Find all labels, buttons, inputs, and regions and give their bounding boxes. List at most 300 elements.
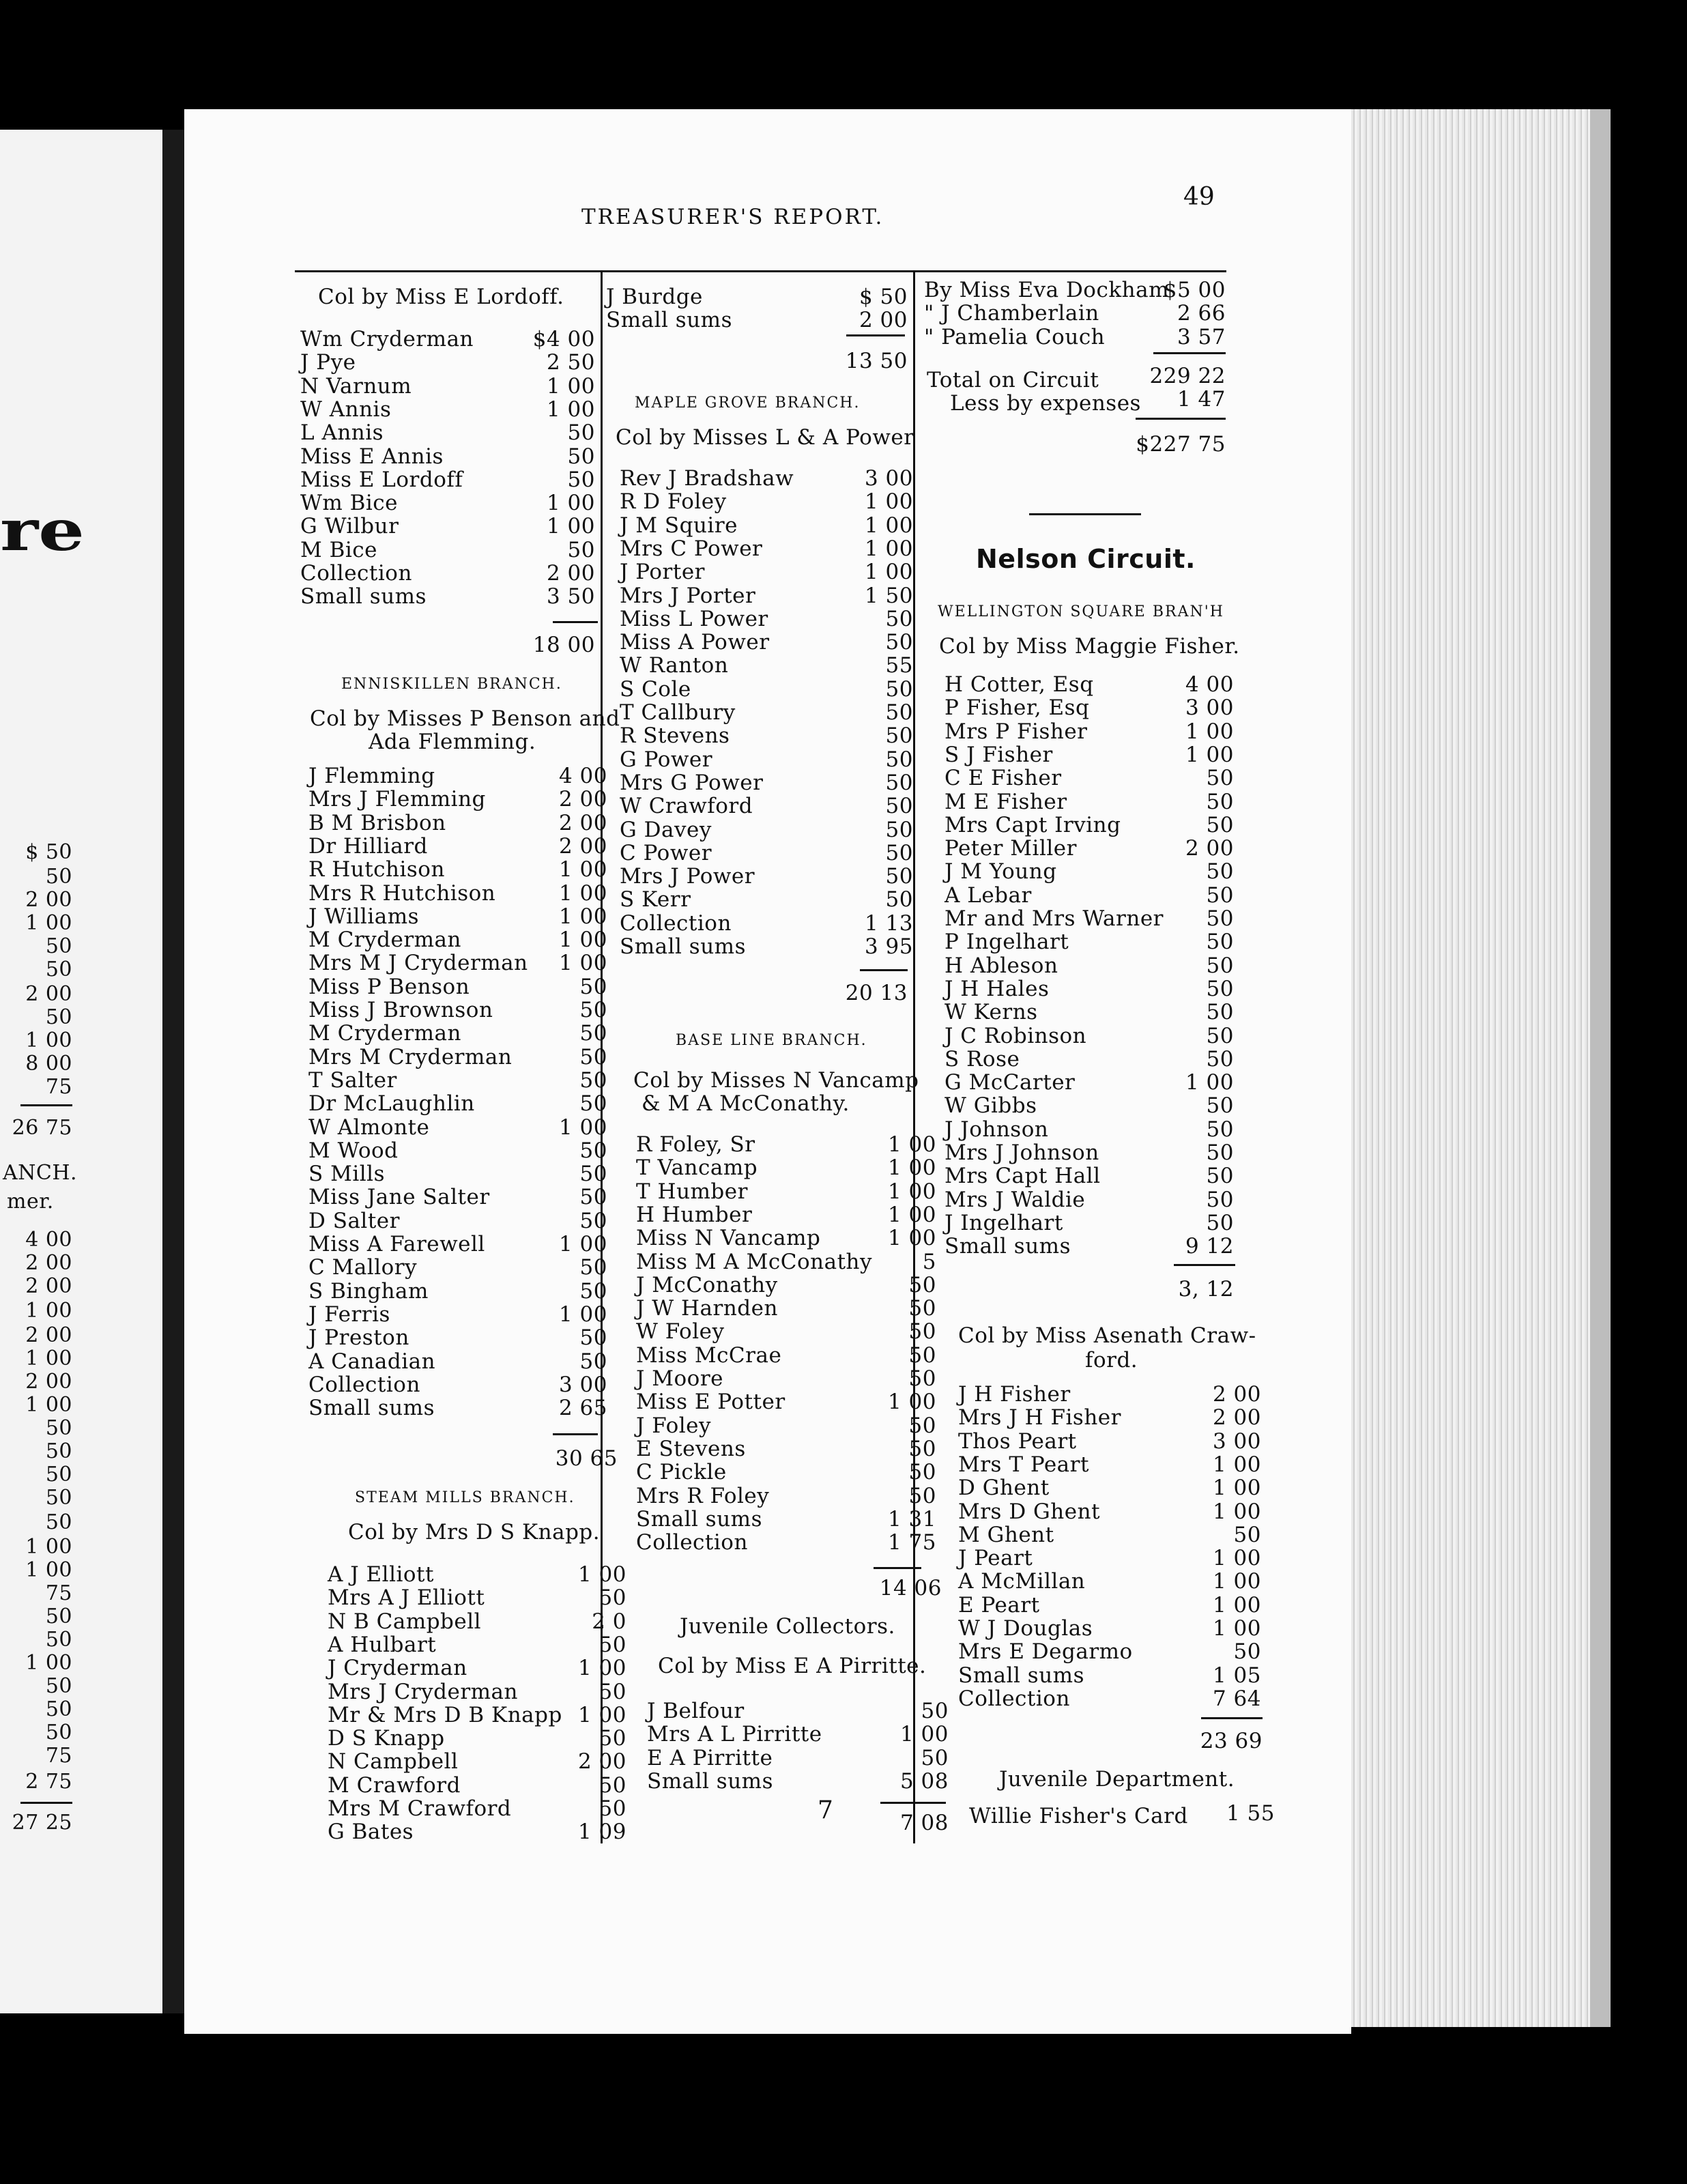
left-page-amount: 1 00 bbox=[25, 1029, 72, 1052]
donor-amount: $ 50 bbox=[859, 285, 908, 309]
donor-name: M Bice bbox=[300, 537, 377, 562]
donor-amount: 50 bbox=[579, 1162, 607, 1187]
subtotal: 18 00 bbox=[532, 633, 595, 657]
donor-name: Miss L Power bbox=[620, 606, 768, 631]
donor-amount: 1 00 bbox=[546, 491, 595, 516]
collector-line: Col by Miss Asenath Craw- bbox=[958, 1323, 1256, 1348]
subtotal: 30 65 bbox=[555, 1446, 618, 1471]
total-label: Total on Circuit bbox=[927, 368, 1099, 392]
donor-name: Mr & Mrs D B Knapp bbox=[328, 1702, 562, 1727]
donor-name: Collection bbox=[636, 1530, 748, 1555]
donor-amount: 1 00 bbox=[577, 1702, 626, 1727]
donor-name: C Power bbox=[620, 840, 712, 865]
donor-name: E Peart bbox=[958, 1592, 1040, 1618]
donor-name: J Ingelhart bbox=[945, 1210, 1063, 1235]
donor-amount: 50 bbox=[579, 1044, 607, 1069]
donor-name: J Cryderman bbox=[328, 1656, 467, 1681]
left-page-amount: 50 bbox=[45, 1674, 72, 1698]
subtotal: 3, 12 bbox=[1178, 1277, 1234, 1302]
book-gutter bbox=[162, 130, 184, 2013]
donor-amount: 55 bbox=[885, 653, 913, 678]
donor-name: H Cotter, Esq bbox=[945, 672, 1094, 697]
subtotal-rule bbox=[1153, 352, 1226, 354]
donor-amount: 50 bbox=[1206, 1210, 1234, 1235]
donor-name: Mrs M Cryderman bbox=[308, 1044, 513, 1069]
donor-name: Miss N Vancamp bbox=[636, 1226, 821, 1251]
donor-amount: 50 bbox=[579, 974, 607, 999]
donor-name: W Ranton bbox=[620, 653, 729, 678]
donor-name: P Ingelhart bbox=[945, 930, 1069, 955]
donor-amount: 50 bbox=[599, 1679, 626, 1704]
donor-name: A J Elliott bbox=[328, 1562, 434, 1587]
donor-name: By Miss Eva Dockham bbox=[924, 278, 1169, 302]
subtotal-rule bbox=[846, 334, 905, 336]
donor-name: A Lebar bbox=[945, 882, 1032, 908]
donor-amount: 50 bbox=[1206, 976, 1234, 1001]
left-page-amount: 8 00 bbox=[25, 1052, 72, 1076]
donor-amount: 2 66 bbox=[1177, 301, 1226, 326]
donor-amount: 1 00 bbox=[887, 1390, 936, 1415]
page-edge-shadow bbox=[1590, 109, 1611, 2027]
donor-name: J Williams bbox=[308, 904, 420, 929]
donor-amount: 50 bbox=[908, 1296, 936, 1321]
branch-heading: WELLINGTON SQUARE BRAN'H bbox=[938, 603, 1224, 620]
subtotal: 23 69 bbox=[1200, 1729, 1263, 1753]
left-page-amount: 1 00 bbox=[25, 1347, 72, 1370]
donor-amount: 1 05 bbox=[1212, 1663, 1261, 1688]
donor-amount: 50 bbox=[908, 1319, 936, 1345]
donor-name: Mrs R Hutchison bbox=[308, 880, 496, 906]
donor-name: W Crawford bbox=[620, 794, 753, 819]
donor-name: M Cryderman bbox=[308, 928, 461, 953]
left-page-amount: 1 00 bbox=[25, 1651, 72, 1675]
donor-amount: 50 bbox=[1206, 1164, 1234, 1189]
donor-name: S Kerr bbox=[620, 887, 691, 913]
donor-amount: 1 00 bbox=[1212, 1592, 1261, 1618]
donor-amount: 50 bbox=[1206, 1000, 1234, 1025]
donor-amount: 1 00 bbox=[558, 1302, 607, 1327]
donor-amount: 50 bbox=[579, 1255, 607, 1280]
donor-amount: 1 00 bbox=[577, 1562, 626, 1587]
donor-name: Miss A Power bbox=[620, 630, 770, 655]
donor-amount: 1 13 bbox=[864, 910, 913, 936]
donor-amount: 50 bbox=[885, 630, 913, 655]
donor-name: M Crawford bbox=[328, 1772, 461, 1798]
donor-name: Mrs P Fisher bbox=[945, 719, 1088, 744]
donor-amount: 50 bbox=[921, 1745, 949, 1770]
donor-amount: 2 00 bbox=[1185, 836, 1234, 861]
donor-name: Small sums bbox=[647, 1768, 773, 1794]
donor-name: T Salter bbox=[308, 1067, 397, 1093]
donor-name: C E Fisher bbox=[945, 766, 1062, 791]
left-page-amount: 1 00 bbox=[25, 911, 72, 935]
subtotal: 14 06 bbox=[879, 1576, 942, 1600]
donor-name: Wm Bice bbox=[300, 491, 399, 516]
left-page-amount: 2 00 bbox=[25, 1370, 72, 1394]
left-page-amount: $ 50 bbox=[25, 840, 72, 864]
donor-amount: 5 08 bbox=[899, 1768, 949, 1794]
donor-name: E A Pirritte bbox=[647, 1745, 773, 1770]
left-page-amount: 75 bbox=[45, 1075, 72, 1099]
donor-amount: 50 bbox=[599, 1772, 626, 1798]
donor-name: Wm Cryderman bbox=[300, 327, 474, 351]
branch-heading: ENNISKILLEN BRANCH. bbox=[341, 676, 562, 693]
donor-amount: 2 00 bbox=[558, 787, 607, 812]
donor-name: Mrs A L Pirritte bbox=[647, 1722, 822, 1747]
donor-amount: 50 bbox=[599, 1632, 626, 1657]
blackletter-fragment: re bbox=[0, 498, 85, 564]
donor-name: Thos Peart bbox=[958, 1428, 1077, 1454]
donor-name: S Mills bbox=[308, 1162, 385, 1187]
left-page-amount: 50 bbox=[45, 1416, 72, 1440]
expenses-value: 1 47 bbox=[1177, 387, 1226, 412]
donor-amount: 50 bbox=[599, 1585, 626, 1611]
donor-name: Miss McCrae bbox=[636, 1342, 782, 1368]
donor-name: Mrs J Power bbox=[620, 864, 755, 889]
donor-amount: 1 00 bbox=[1185, 1070, 1234, 1095]
donor-name: G McCarter bbox=[945, 1070, 1076, 1095]
donor-name: L Annis bbox=[300, 420, 384, 446]
donor-name: J Ferris bbox=[308, 1302, 390, 1327]
donor-name: Mrs M J Cryderman bbox=[308, 951, 528, 976]
donor-name: " J Chamberlain bbox=[924, 301, 1099, 326]
donor-amount: 50 bbox=[885, 723, 913, 749]
donor-amount: 50 bbox=[885, 770, 913, 795]
donor-name: Mrs Capt Hall bbox=[945, 1164, 1101, 1189]
donor-amount: 50 bbox=[885, 747, 913, 772]
donor-amount: 1 00 bbox=[1212, 1616, 1261, 1641]
left-page-amount: 27 25 bbox=[12, 1811, 72, 1835]
donor-name: H Humber bbox=[636, 1202, 753, 1227]
donor-amount: 1 00 bbox=[864, 489, 913, 515]
donor-name: P Fisher, Esq bbox=[945, 695, 1090, 721]
donor-name: Mrs C Power bbox=[620, 536, 763, 561]
donor-amount: 50 bbox=[567, 537, 595, 562]
donor-name: E Stevens bbox=[636, 1436, 746, 1461]
donor-name: J H Fisher bbox=[958, 1382, 1071, 1407]
donor-name: Mrs J Johnson bbox=[945, 1140, 1099, 1165]
donor-amount: 50 bbox=[1233, 1522, 1261, 1547]
donor-name: M E Fisher bbox=[945, 789, 1067, 814]
donor-name: J Flemming bbox=[308, 764, 435, 788]
donor-amount: 50 bbox=[1206, 1046, 1234, 1072]
left-page-amount: 50 bbox=[45, 865, 72, 889]
left-page-amount: 2 00 bbox=[25, 888, 72, 912]
donor-amount: 1 75 bbox=[887, 1530, 936, 1555]
donor-amount: 4 00 bbox=[1185, 672, 1234, 697]
donor-name: W Annis bbox=[300, 397, 392, 422]
donor-amount: 50 bbox=[1206, 1093, 1234, 1119]
donor-amount: 2 50 bbox=[546, 350, 595, 375]
donor-name: Mrs R Foley bbox=[636, 1483, 770, 1508]
donor-amount: 50 bbox=[1206, 1023, 1234, 1048]
donor-name: R Stevens bbox=[620, 723, 730, 749]
collector-line: & M A McConathy. bbox=[641, 1091, 850, 1116]
subtotal-rule bbox=[553, 1433, 598, 1435]
donor-name: Miss E Potter bbox=[636, 1390, 785, 1415]
donor-name: C Mallory bbox=[308, 1255, 418, 1280]
donor-name: Collection bbox=[300, 561, 412, 586]
donor-amount: 1 09 bbox=[577, 1820, 626, 1845]
collector-line: Col by Misses P Benson and bbox=[310, 706, 620, 731]
left-page-fragment-text: ANCH. bbox=[3, 1161, 78, 1185]
donor-name: Mrs A J Elliott bbox=[328, 1585, 485, 1611]
page-title: TREASURER'S REPORT. bbox=[581, 205, 884, 229]
donor-name: J Preston bbox=[308, 1325, 409, 1351]
left-page-rule bbox=[20, 1104, 72, 1106]
donor-amount: 1 00 bbox=[577, 1656, 626, 1681]
section-heading: Col by Miss E Lordoff. bbox=[318, 285, 564, 309]
donor-amount: 1 00 bbox=[887, 1179, 936, 1204]
donor-name: D Ghent bbox=[958, 1476, 1050, 1501]
donor-amount: 50 bbox=[579, 1278, 607, 1304]
donor-name: A Hulbart bbox=[328, 1632, 437, 1657]
collector-line: Col by Miss Maggie Fisher. bbox=[939, 634, 1240, 659]
donor-name: J Moore bbox=[636, 1366, 724, 1391]
donor-name: H Ableson bbox=[945, 953, 1058, 978]
donor-name: J McConathy bbox=[636, 1272, 778, 1297]
left-page-amount: 26 75 bbox=[12, 1116, 72, 1140]
donor-amount: 1 00 bbox=[1212, 1546, 1261, 1571]
donor-amount: $5 00 bbox=[1163, 278, 1226, 302]
donor-name: S Bingham bbox=[308, 1278, 429, 1304]
left-page-amount: 50 bbox=[45, 1486, 72, 1510]
donor-amount: 50 bbox=[567, 444, 595, 469]
donor-name: Mrs J Cryderman bbox=[328, 1679, 519, 1704]
left-page-amount: 50 bbox=[45, 1463, 72, 1486]
donor-name: J Pye bbox=[300, 350, 356, 375]
left-page-fragment-text: mer. bbox=[7, 1190, 54, 1213]
left-page-amount: 1 00 bbox=[25, 1393, 72, 1417]
donor-amount: 1 00 bbox=[558, 1232, 607, 1256]
donor-amount: 50 bbox=[1206, 766, 1234, 791]
donor-amount: 5 bbox=[922, 1249, 936, 1274]
section-heading: Juvenile Collectors. bbox=[680, 1614, 895, 1639]
donor-name: G Davey bbox=[620, 817, 712, 842]
donor-amount: 2 00 bbox=[577, 1749, 626, 1774]
donor-name: Mrs J H Fisher bbox=[958, 1405, 1121, 1431]
donor-amount: 3 00 bbox=[1212, 1428, 1261, 1454]
donor-amount: 50 bbox=[1206, 930, 1234, 955]
donor-amount: 1 00 bbox=[1212, 1476, 1261, 1501]
subtotal-rule bbox=[874, 1567, 921, 1569]
branch-heading: BASE LINE BRANCH. bbox=[676, 1032, 867, 1049]
page-number: 49 bbox=[1183, 183, 1215, 211]
donor-amount: 1 00 bbox=[1212, 1569, 1261, 1594]
donor-name: J Burdge bbox=[606, 285, 703, 309]
donor-name: J Porter bbox=[620, 560, 705, 585]
donor-amount: 1 00 bbox=[887, 1202, 936, 1227]
card-label: Willie Fisher's Card bbox=[969, 1804, 1188, 1828]
collector-line: Ada Flemming. bbox=[369, 730, 536, 754]
donor-amount: 1 00 bbox=[1185, 719, 1234, 744]
donor-name: W J Douglas bbox=[958, 1616, 1093, 1641]
donor-name: R Hutchison bbox=[308, 857, 445, 882]
donor-name: S J Fisher bbox=[945, 742, 1053, 767]
donor-name: S Cole bbox=[620, 676, 691, 702]
donor-amount: 2 00 bbox=[546, 561, 595, 586]
donor-amount: 50 bbox=[579, 1021, 607, 1046]
donor-amount: 50 bbox=[908, 1413, 936, 1438]
donor-name: G Power bbox=[620, 747, 713, 772]
donor-name: Small sums bbox=[300, 584, 427, 609]
donor-name: T Vancamp bbox=[636, 1155, 758, 1181]
donor-amount: 1 00 bbox=[864, 560, 913, 585]
donor-amount: 50 bbox=[579, 1208, 607, 1233]
donor-name: A Canadian bbox=[308, 1349, 436, 1374]
donor-name: W Gibbs bbox=[945, 1093, 1037, 1119]
left-page-rule bbox=[20, 1802, 72, 1804]
donor-amount: 1 00 bbox=[887, 1226, 936, 1251]
donor-amount: 50 bbox=[908, 1460, 936, 1485]
collector-line: Col by Misses N Vancamp bbox=[633, 1068, 919, 1093]
donor-name: M Cryderman bbox=[308, 1021, 461, 1046]
donor-amount: 2 00 bbox=[1212, 1382, 1261, 1407]
donor-name: J Belfour bbox=[647, 1699, 745, 1723]
donor-amount: 1 00 bbox=[1212, 1499, 1261, 1524]
donor-amount: 1 00 bbox=[887, 1155, 936, 1181]
donor-amount: 1 00 bbox=[864, 536, 913, 561]
donor-amount: 1 00 bbox=[887, 1132, 936, 1157]
donor-name: Miss E Annis bbox=[300, 444, 444, 469]
donor-name: Small sums bbox=[958, 1663, 1084, 1688]
donor-name: N B Campbell bbox=[328, 1609, 482, 1634]
donor-amount: 2 65 bbox=[558, 1396, 607, 1421]
donor-amount: 1 50 bbox=[864, 583, 913, 608]
donor-name: Mrs G Power bbox=[620, 770, 764, 795]
donor-name: Rev J Bradshaw bbox=[620, 466, 794, 491]
donor-amount: 1 00 bbox=[1185, 742, 1234, 767]
donor-name: Small sums bbox=[945, 1234, 1071, 1259]
column-divider-2 bbox=[913, 270, 915, 1843]
subtotal-rule bbox=[880, 1802, 946, 1804]
donor-amount: 50 bbox=[599, 1726, 626, 1751]
donor-amount: 1 00 bbox=[899, 1722, 949, 1747]
donor-amount: 1 00 bbox=[558, 1115, 607, 1140]
donor-name: Small sums bbox=[606, 308, 732, 333]
donor-amount: 50 bbox=[1206, 859, 1234, 885]
branch-heading: STEAM MILLS BRANCH. bbox=[355, 1489, 575, 1506]
donor-amount: 50 bbox=[885, 700, 913, 725]
subtotal-rule bbox=[860, 969, 908, 971]
donor-amount: 50 bbox=[1206, 882, 1234, 908]
donor-name: Mrs D Ghent bbox=[958, 1499, 1101, 1524]
donor-name: Miss P Benson bbox=[308, 974, 470, 999]
donor-amount: 50 bbox=[885, 676, 913, 702]
donor-name: R D Foley bbox=[620, 489, 727, 515]
donor-name: W Foley bbox=[636, 1319, 725, 1345]
left-page-amount: 2 00 bbox=[25, 1251, 72, 1275]
collector-line: ford. bbox=[1085, 1348, 1138, 1373]
donor-amount: 50 bbox=[1206, 1140, 1234, 1165]
branch-heading: MAPLE GROVE BRANCH. bbox=[635, 394, 861, 412]
donor-amount: 50 bbox=[1206, 953, 1234, 978]
subtotal-rule bbox=[1174, 1264, 1235, 1266]
donor-amount: 1 00 bbox=[558, 857, 607, 882]
donor-amount: 3 00 bbox=[558, 1372, 607, 1397]
donor-name: T Callbury bbox=[620, 700, 736, 725]
donor-name: Collection bbox=[958, 1686, 1070, 1711]
donor-name: Collection bbox=[308, 1372, 420, 1397]
collector-line: Col by Misses L & A Power bbox=[616, 425, 914, 450]
donor-amount: 50 bbox=[885, 606, 913, 631]
donor-amount: 50 bbox=[908, 1366, 936, 1391]
donor-name: R Foley, Sr bbox=[636, 1132, 755, 1157]
subtotal: 7 08 bbox=[899, 1811, 949, 1835]
donor-amount: 50 bbox=[599, 1796, 626, 1821]
donor-name: W Almonte bbox=[308, 1115, 430, 1140]
donor-amount: 1 00 bbox=[558, 904, 607, 929]
donor-name: D Salter bbox=[308, 1208, 400, 1233]
donor-name: Small sums bbox=[308, 1396, 435, 1421]
donor-name: Miss J Brownson bbox=[308, 998, 493, 1022]
donor-name: G Bates bbox=[328, 1820, 414, 1845]
donor-name: Miss E Lordoff bbox=[300, 467, 463, 492]
donor-amount: 50 bbox=[921, 1699, 949, 1723]
left-page-amount: 4 00 bbox=[25, 1228, 72, 1252]
donor-name: Mrs E Degarmo bbox=[958, 1639, 1133, 1665]
donor-name: A McMillan bbox=[958, 1569, 1086, 1594]
left-page-amount: 50 bbox=[45, 1005, 72, 1029]
donor-amount: 1 00 bbox=[558, 951, 607, 976]
circuit-title: Nelson Circuit. bbox=[976, 544, 1196, 574]
donor-name: Mrs J Porter bbox=[620, 583, 756, 608]
section-heading: Juvenile Department. bbox=[999, 1767, 1235, 1792]
donor-name: Mrs J Flemming bbox=[308, 787, 486, 812]
donor-name: J M Young bbox=[945, 859, 1057, 885]
left-page-amount: 50 bbox=[45, 958, 72, 981]
donor-amount: 50 bbox=[908, 1272, 936, 1297]
left-page-amount: 50 bbox=[45, 1510, 72, 1534]
donor-amount: 1 00 bbox=[546, 373, 595, 399]
left-page-amount: 1 00 bbox=[25, 1535, 72, 1559]
donor-name: S Rose bbox=[945, 1046, 1020, 1072]
signature-mark: 7 bbox=[818, 1796, 833, 1824]
subtotal: 20 13 bbox=[845, 981, 908, 1005]
left-page-amount: 50 bbox=[45, 1628, 72, 1652]
donor-amount: 2 0 bbox=[592, 1609, 626, 1634]
donor-amount: 4 00 bbox=[558, 764, 607, 788]
left-page-amount: 50 bbox=[45, 1439, 72, 1463]
donor-amount: 50 bbox=[1206, 1117, 1234, 1142]
left-page-amount: 50 bbox=[45, 1697, 72, 1721]
donor-amount: 2 00 bbox=[558, 833, 607, 859]
left-page-amount: 50 bbox=[45, 1721, 72, 1744]
donor-name: J Johnson bbox=[945, 1117, 1049, 1142]
subtotal-rule bbox=[1136, 418, 1226, 420]
donor-amount: 50 bbox=[885, 817, 913, 842]
donor-name: W Kerns bbox=[945, 1000, 1038, 1025]
donor-amount: 3 57 bbox=[1177, 324, 1226, 349]
donor-name: Miss Jane Salter bbox=[308, 1185, 490, 1210]
donor-name: J Foley bbox=[636, 1413, 712, 1438]
donor-amount: 2 00 bbox=[859, 308, 908, 333]
donor-name: Miss M A McConathy bbox=[636, 1249, 873, 1274]
donor-name: N Campbell bbox=[328, 1749, 459, 1774]
donor-amount: 3 50 bbox=[546, 584, 595, 609]
donor-name: Small sums bbox=[620, 934, 746, 959]
subtotal-rule bbox=[553, 621, 598, 623]
donor-name: Mrs Capt Irving bbox=[945, 812, 1121, 837]
donor-name: G Wilbur bbox=[300, 514, 399, 539]
left-page-amount: 75 bbox=[45, 1581, 72, 1605]
donor-amount: 2 00 bbox=[558, 810, 607, 835]
donor-name: M Wood bbox=[308, 1138, 399, 1163]
donor-amount: 50 bbox=[579, 1091, 607, 1117]
donor-amount: 1 00 bbox=[558, 928, 607, 953]
donor-name: M Ghent bbox=[958, 1522, 1054, 1547]
donor-amount: 1 31 bbox=[887, 1506, 936, 1532]
